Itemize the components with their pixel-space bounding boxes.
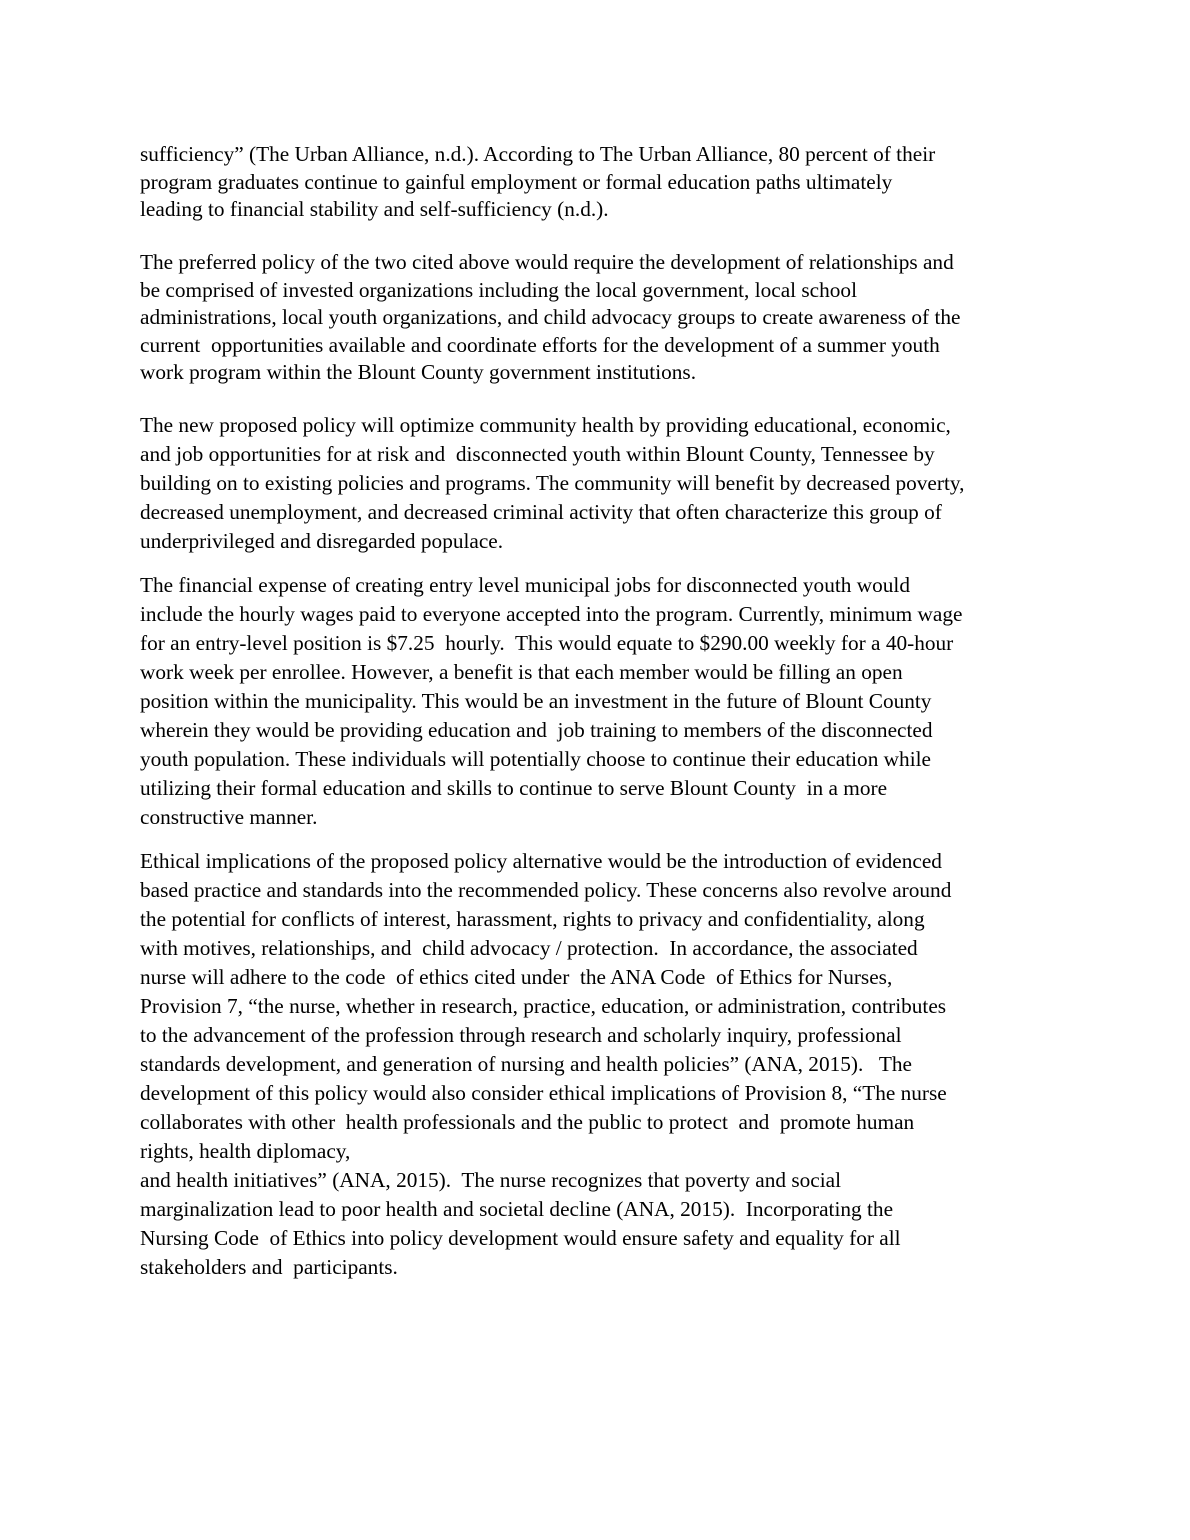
text-line: with motives, relationships, and child advocacy / protection. In accordance, the associated (140, 936, 918, 960)
text-line: leading to financial stability and self-sufficiency (n.d.). (140, 197, 609, 222)
text-line: for an entry-level position is $7.25 hourly. This would equate to $290.00 weekly for a 40-hour (140, 631, 954, 655)
text-line: building on to existing policies and programs. The community will benefit by decreased poverty, (140, 471, 965, 495)
paragraph-community-health (140, 411, 1060, 556)
text-line: and job opportunities for at risk and disconnected youth within Blount County, Tennessee by (140, 442, 935, 466)
text-line: rights, health diplomacy, (140, 1139, 351, 1163)
text-line: based practice and standards into the recommended policy. These concerns also revolve around (140, 878, 952, 902)
text-line: be comprised of invested organizations including the local government, local school (140, 277, 858, 302)
text-line: to the advancement of the profession through research and scholarly inquiry, professional (140, 1023, 902, 1047)
text-line: standards development, and generation of nursing and health policies” (ANA, 2015). The (140, 1052, 913, 1076)
text-line: constructive manner. (140, 805, 318, 829)
text-line: Nursing Code of Ethics into policy development would ensure safety and equality for all (140, 1226, 901, 1250)
text-line: development of this policy would also consider ethical implications of Provision 8, “The nurse (140, 1081, 947, 1105)
text-line: The new proposed policy will optimize community health by providing educational, economic, (140, 413, 951, 437)
text-line: sufficiency” (The Urban Alliance, n.d.). According to The Urban Alliance, 80 percent of their (140, 142, 936, 166)
text-line: The financial expense of creating entry level municipal jobs for disconnected youth would (140, 573, 910, 597)
paragraph-financial-expense (140, 571, 1060, 832)
text-line: The preferred policy of the two cited above would require the development of relationships and (140, 250, 954, 274)
paragraph-urban-alliance-outcomes (140, 141, 1060, 224)
text-line: work week per enrollee. However, a benefit is that each member would be filling an open (140, 660, 903, 684)
text-line: administrations, local youth organizations, and child advocacy groups to create awareness of the (140, 305, 961, 330)
text-line: Ethical implications of the proposed policy alternative would be the introduction of evidenced (140, 849, 942, 873)
text-line: decreased unemployment, and decreased criminal activity that often characterize this group of (140, 500, 942, 524)
text-line: collaborates with other health professionals and the public to protect and promote human (140, 1110, 915, 1134)
text-line: work program within the Blount County government institutions. (140, 360, 697, 385)
text-line: the potential for conflicts of interest, harassment, rights to privacy and confidentiality, along (140, 907, 925, 931)
text-line: Provision 7, “the nurse, whether in research, practice, education, or administration, contributes (140, 994, 947, 1018)
paragraph-preferred-policy (140, 249, 1060, 387)
paragraph-ethical-implications (140, 847, 1060, 1282)
text-line: stakeholders and participants. (140, 1255, 398, 1279)
text-line: and health initiatives” (ANA, 2015). The nurse recognizes that poverty and social (140, 1168, 842, 1192)
text-line: utilizing their formal education and skills to continue to serve Blount County in a more (140, 776, 888, 800)
text-line: youth population. These individuals will potentially choose to continue their education while (140, 747, 931, 771)
text-line: wherein they would be providing education and job training to members of the disconnected (140, 718, 933, 742)
text-line: marginalization lead to poor health and societal decline (ANA, 2015). Incorporating the (140, 1197, 894, 1221)
text-line: program graduates continue to gainful employment or formal education paths ultimately (140, 169, 893, 194)
text-line: underprivileged and disregarded populace. (140, 529, 504, 553)
text-line: position within the municipality. This would be an investment in the future of Blount County (140, 689, 932, 713)
text-line: nurse will adhere to the code of ethics cited under the ANA Code of Ethics for Nurses, (140, 965, 893, 989)
text-line: current opportunities available and coordinate efforts for the development of a summer youth (140, 332, 940, 357)
text-line: include the hourly wages paid to everyone accepted into the program. Currently, minimum wage (140, 602, 963, 626)
